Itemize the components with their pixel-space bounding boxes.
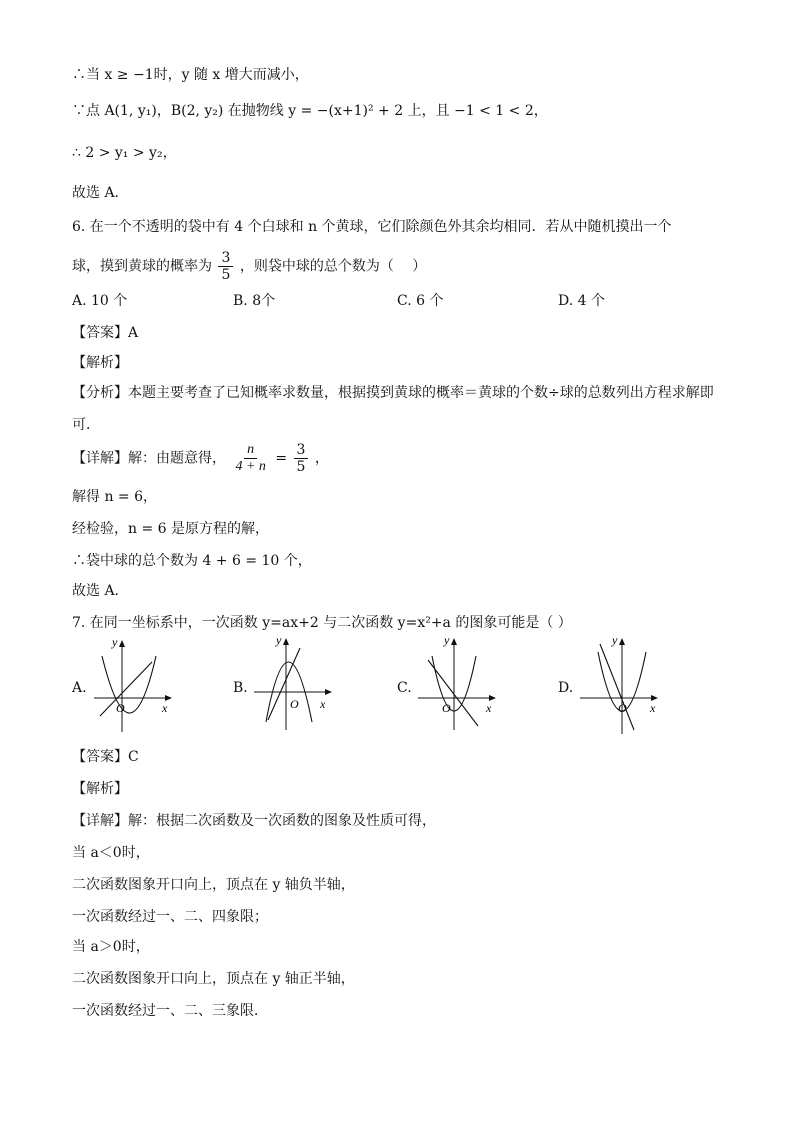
answer-6: 【答案】A: [72, 325, 139, 341]
choose-6: 故选 A．: [72, 583, 129, 599]
question-6-line1: 6. 在一个不透明的袋中有 4 个白球和 n 个黄球，它们除颜色外其余均相同．若从中随机摸出一个: [72, 219, 672, 235]
q6-option-d: D. 4 个: [558, 293, 605, 309]
origin-label: O: [116, 701, 125, 715]
analysis-heading-7: 【解析】: [72, 781, 128, 797]
text-line: ∴ 2 > y₁ > y₂，: [72, 145, 177, 161]
analysis-text-1: 【分析】本题主要考查了已知概率求数量，根据摸到黄球的概率＝黄球的个数÷球的总数列出方程求解即: [72, 385, 714, 401]
equation-fraction-left: [232, 442, 268, 475]
q7-graph-c: [414, 636, 504, 732]
axis-y-label: y: [276, 636, 282, 647]
origin-label: O: [618, 701, 627, 715]
axis-y-label: y: [612, 636, 618, 647]
fraction-numerator: 3: [294, 442, 309, 459]
analysis-text-2: 可．: [72, 417, 100, 433]
origin-label: O: [290, 697, 299, 711]
q6-option-b: B. 8个: [233, 293, 276, 309]
q6-text-post: ，则袋中球的总个数为（ ）: [239, 258, 427, 275]
solve-line: 解得 n = 6，: [72, 489, 158, 505]
q7-graph-a: [90, 638, 180, 734]
q7-graph-d: [576, 636, 666, 736]
fraction-denominator: 5: [221, 267, 231, 283]
q7-option-c-label: C.: [397, 680, 412, 696]
axis-x-label: x: [650, 701, 656, 715]
fraction-numerator: 3: [218, 250, 233, 267]
case-1-quadratic: 二次函数图象开口向上，顶点在 y 轴负半轴，: [72, 877, 355, 893]
detail-suffix: ，: [314, 450, 329, 467]
fraction-denominator: 4 + n: [235, 459, 266, 474]
q7-option-d-label: D.: [558, 680, 574, 696]
q6-option-c: C. 6 个: [397, 293, 444, 309]
detail-equation: [72, 442, 329, 475]
origin-label: O: [442, 701, 451, 715]
equation-fraction-right: [294, 442, 309, 475]
q7-option-b-label: B.: [233, 680, 248, 696]
case-1-linear: 一次函数经过一、二、四象限；: [72, 909, 268, 925]
case-1: 当 a＜0时，: [72, 845, 150, 861]
case-2-linear: 一次函数经过一、二、三象限．: [72, 1003, 268, 1019]
text-line: ∵点 A(1, y₁)，B(2, y₂) 在抛物线 y = −(x+1)² + 2 上，且 −1 < 1 < 2，: [72, 103, 548, 119]
fraction-denominator: 5: [296, 459, 306, 475]
analysis-heading-6: 【解析】: [72, 355, 128, 371]
q6-text-pre: 球，摸到黄球的概率为: [72, 258, 212, 275]
axis-y-label: y: [112, 638, 118, 649]
total-line: ∴袋中球的总个数为 4 + 6 = 10 个，: [72, 553, 312, 569]
axis-y-label: y: [444, 636, 450, 647]
check-line: 经检验，n = 6 是原方程的解，: [72, 521, 270, 537]
case-2: 当 a＞0时，: [72, 939, 150, 955]
probability-fraction: [218, 250, 233, 283]
detail-prefix: 【详解】解：由题意得，: [72, 450, 226, 467]
question-7: 7. 在同一坐标系中，一次函数 y=ax+2 与二次函数 y=x²+a 的图象可能是（ ）: [72, 615, 572, 631]
axis-x-label: x: [320, 697, 326, 711]
q6-option-a: A. 10 个: [72, 293, 128, 309]
q7-graph-b: [250, 636, 340, 732]
text-line: 故选 A．: [72, 185, 129, 201]
fraction-numerator: n: [244, 442, 257, 459]
question-6-line2: [72, 250, 426, 283]
axis-x-label: x: [486, 701, 492, 715]
detail-7: 【详解】解：根据二次函数及一次函数的图象及性质可得，: [72, 813, 436, 829]
text-line: ∴当 x ≥ −1时，y 随 x 增大而减小，: [72, 67, 309, 83]
axis-x-label: x: [162, 701, 168, 715]
q7-option-a-label: A.: [72, 680, 87, 696]
case-2-quadratic: 二次函数图象开口向上，顶点在 y 轴正半轴，: [72, 971, 355, 987]
answer-7: 【答案】C: [72, 749, 139, 765]
equals-sign: =: [275, 450, 288, 467]
